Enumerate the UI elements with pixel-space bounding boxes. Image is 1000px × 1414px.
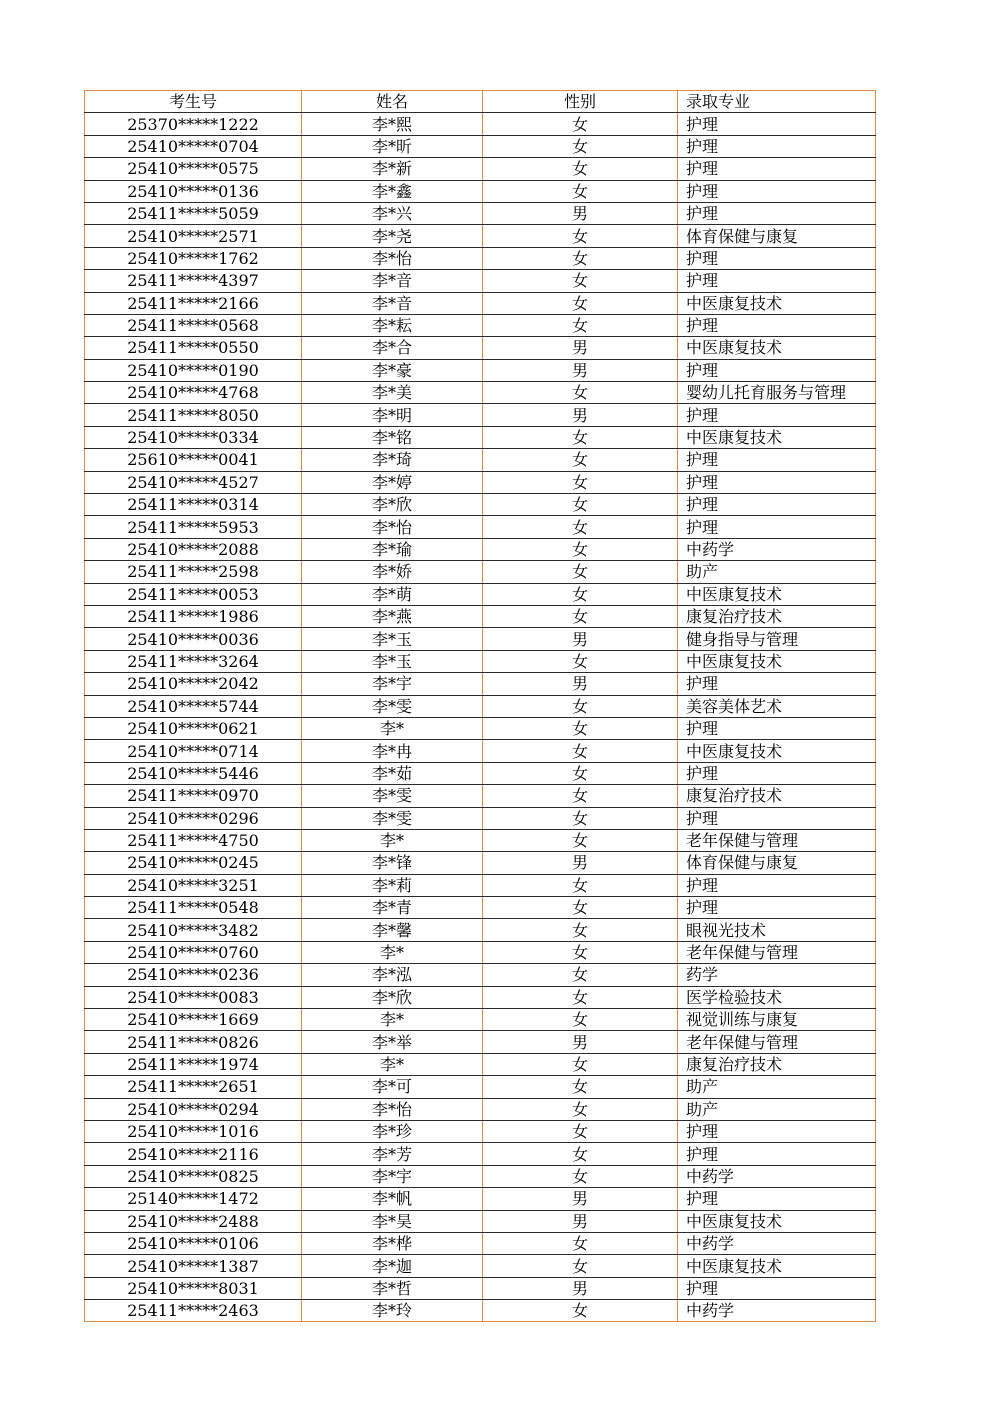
name-cell: 李*瑜: [302, 538, 483, 560]
major-cell: 中医康复技术: [678, 426, 876, 448]
major-cell: 护理: [678, 494, 876, 516]
exam-id-cell: 25410*****0036: [85, 628, 302, 650]
gender-cell: 女: [483, 605, 678, 627]
name-cell: 李*宇: [302, 1165, 483, 1187]
name-cell: 李*帆: [302, 1188, 483, 1210]
major-cell: 护理: [678, 270, 876, 292]
gender-cell: 女: [483, 650, 678, 672]
exam-id-cell: 25370*****1222: [85, 113, 302, 135]
gender-cell: 女: [483, 270, 678, 292]
table-row: [85, 1009, 876, 1031]
header-row: [85, 91, 876, 113]
name-cell: 李*萌: [302, 583, 483, 605]
exam-id-cell: 25411*****2651: [85, 1076, 302, 1098]
table-row: [85, 986, 876, 1008]
table-row: [85, 964, 876, 986]
gender-cell: 女: [483, 986, 678, 1008]
exam-id-cell: 25410*****2488: [85, 1210, 302, 1232]
table-row: [85, 919, 876, 941]
name-cell: 李*迦: [302, 1255, 483, 1277]
major-cell: 护理: [678, 202, 876, 224]
name-cell: 李*可: [302, 1076, 483, 1098]
gender-cell: 女: [483, 717, 678, 739]
table-row: [85, 1255, 876, 1277]
name-cell: 李*玲: [302, 1300, 483, 1322]
exam-id-cell: 25410*****2088: [85, 538, 302, 560]
exam-id-cell: 25410*****4527: [85, 471, 302, 493]
exam-id-cell: 25411*****2463: [85, 1300, 302, 1322]
name-cell: 李*珍: [302, 1120, 483, 1142]
gender-cell: 女: [483, 1053, 678, 1075]
table-row: [85, 852, 876, 874]
gender-cell: 女: [483, 964, 678, 986]
major-cell: 老年保健与管理: [678, 941, 876, 963]
gender-cell: 女: [483, 762, 678, 784]
gender-cell: 女: [483, 471, 678, 493]
table-row: [85, 449, 876, 471]
header-exam-id: 考生号: [85, 91, 302, 113]
name-cell: 李*燕: [302, 605, 483, 627]
gender-cell: 女: [483, 382, 678, 404]
gender-cell: 女: [483, 247, 678, 269]
table-row: [85, 650, 876, 672]
gender-cell: 女: [483, 941, 678, 963]
name-cell: 李*昕: [302, 135, 483, 157]
table-row: [85, 1053, 876, 1075]
gender-cell: 女: [483, 135, 678, 157]
header-name: 姓名: [302, 91, 483, 113]
exam-id-cell: 25410*****5744: [85, 695, 302, 717]
major-cell: 婴幼儿托育服务与管理: [678, 382, 876, 404]
gender-cell: 男: [483, 202, 678, 224]
major-cell: 眼视光技术: [678, 919, 876, 941]
name-cell: 李*雯: [302, 807, 483, 829]
major-cell: 助产: [678, 561, 876, 583]
major-cell: 中医康复技术: [678, 1210, 876, 1232]
major-cell: 中医康复技术: [678, 337, 876, 359]
table-body: [85, 113, 876, 1322]
admission-table: [84, 90, 876, 1322]
table-row: [85, 941, 876, 963]
major-cell: 护理: [678, 807, 876, 829]
major-cell: 药学: [678, 964, 876, 986]
exam-id-cell: 25411*****8050: [85, 404, 302, 426]
table-row: [85, 1165, 876, 1187]
name-cell: 李*玉: [302, 628, 483, 650]
major-cell: 护理: [678, 359, 876, 381]
name-cell: 李*芳: [302, 1143, 483, 1165]
name-cell: 李*泓: [302, 964, 483, 986]
table-row: [85, 1188, 876, 1210]
table-row: [85, 762, 876, 784]
name-cell: 李*玉: [302, 650, 483, 672]
exam-id-cell: 25411*****4397: [85, 270, 302, 292]
name-cell: 李*雯: [302, 695, 483, 717]
exam-id-cell: 25410*****0825: [85, 1165, 302, 1187]
exam-id-cell: 25140*****1472: [85, 1188, 302, 1210]
table-row: [85, 785, 876, 807]
major-cell: 中药学: [678, 1300, 876, 1322]
gender-cell: 男: [483, 337, 678, 359]
major-cell: 护理: [678, 247, 876, 269]
gender-cell: 女: [483, 449, 678, 471]
major-cell: 体育保健与康复: [678, 225, 876, 247]
major-cell: 中药学: [678, 1165, 876, 1187]
table-row: [85, 897, 876, 919]
exam-id-cell: 25411*****4750: [85, 829, 302, 851]
gender-cell: 女: [483, 1009, 678, 1031]
major-cell: 体育保健与康复: [678, 852, 876, 874]
name-cell: 李*举: [302, 1031, 483, 1053]
gender-cell: 女: [483, 113, 678, 135]
major-cell: 中医康复技术: [678, 1255, 876, 1277]
table-row: [85, 471, 876, 493]
major-cell: 护理: [678, 404, 876, 426]
gender-cell: 女: [483, 561, 678, 583]
major-cell: 康复治疗技术: [678, 1053, 876, 1075]
exam-id-cell: 25410*****0245: [85, 852, 302, 874]
table-row: [85, 270, 876, 292]
gender-cell: 女: [483, 180, 678, 202]
exam-id-cell: 25610*****0041: [85, 449, 302, 471]
major-cell: 护理: [678, 1188, 876, 1210]
exam-id-cell: 25410*****0236: [85, 964, 302, 986]
major-cell: 康复治疗技术: [678, 605, 876, 627]
gender-cell: 男: [483, 1277, 678, 1299]
gender-cell: 女: [483, 1120, 678, 1142]
table-row: [85, 583, 876, 605]
name-cell: 李*尧: [302, 225, 483, 247]
table-row: [85, 180, 876, 202]
name-cell: 李*青: [302, 897, 483, 919]
exam-id-cell: 25410*****0714: [85, 740, 302, 762]
name-cell: 李*合: [302, 337, 483, 359]
exam-id-cell: 25411*****1986: [85, 605, 302, 627]
exam-id-cell: 25410*****1762: [85, 247, 302, 269]
exam-id-cell: 25411*****0053: [85, 583, 302, 605]
name-cell: 李*熙: [302, 113, 483, 135]
exam-id-cell: 25410*****0136: [85, 180, 302, 202]
name-cell: 李*馨: [302, 919, 483, 941]
gender-cell: 女: [483, 314, 678, 336]
major-cell: 老年保健与管理: [678, 829, 876, 851]
gender-cell: 女: [483, 1300, 678, 1322]
major-cell: 护理: [678, 135, 876, 157]
major-cell: 美容美体艺术: [678, 695, 876, 717]
exam-id-cell: 25411*****0970: [85, 785, 302, 807]
name-cell: 李*桦: [302, 1232, 483, 1254]
table-row: [85, 1076, 876, 1098]
exam-id-cell: 25410*****2571: [85, 225, 302, 247]
gender-cell: 男: [483, 359, 678, 381]
major-cell: 护理: [678, 113, 876, 135]
name-cell: 李*怡: [302, 1098, 483, 1120]
exam-id-cell: 25410*****8031: [85, 1277, 302, 1299]
exam-id-cell: 25410*****0704: [85, 135, 302, 157]
name-cell: 李*音: [302, 292, 483, 314]
name-cell: 李*锋: [302, 852, 483, 874]
major-cell: 康复治疗技术: [678, 785, 876, 807]
gender-cell: 女: [483, 494, 678, 516]
name-cell: 李*新: [302, 158, 483, 180]
major-cell: 健身指导与管理: [678, 628, 876, 650]
header-major: 录取专业: [678, 91, 876, 113]
gender-cell: 女: [483, 829, 678, 851]
name-cell: 李*: [302, 1009, 483, 1031]
major-cell: 护理: [678, 449, 876, 471]
gender-cell: 女: [483, 516, 678, 538]
name-cell: 李*: [302, 941, 483, 963]
name-cell: 李*娇: [302, 561, 483, 583]
major-cell: 护理: [678, 180, 876, 202]
major-cell: 中药学: [678, 538, 876, 560]
gender-cell: 女: [483, 1076, 678, 1098]
exam-id-cell: 25410*****0334: [85, 426, 302, 448]
major-cell: 中药学: [678, 1232, 876, 1254]
major-cell: 视觉训练与康复: [678, 1009, 876, 1031]
table-row: [85, 225, 876, 247]
exam-id-cell: 25411*****5953: [85, 516, 302, 538]
name-cell: 李*宇: [302, 673, 483, 695]
table-row: [85, 673, 876, 695]
major-cell: 护理: [678, 471, 876, 493]
exam-id-cell: 25410*****0621: [85, 717, 302, 739]
exam-id-cell: 25411*****2598: [85, 561, 302, 583]
exam-id-cell: 25410*****0083: [85, 986, 302, 1008]
table-row: [85, 247, 876, 269]
name-cell: 李*铭: [302, 426, 483, 448]
table-row: [85, 695, 876, 717]
gender-cell: 女: [483, 919, 678, 941]
name-cell: 李*怡: [302, 516, 483, 538]
major-cell: 老年保健与管理: [678, 1031, 876, 1053]
major-cell: 护理: [678, 717, 876, 739]
name-cell: 李*婷: [302, 471, 483, 493]
major-cell: 护理: [678, 1120, 876, 1142]
table-row: [85, 382, 876, 404]
major-cell: 医学检验技术: [678, 986, 876, 1008]
exam-id-cell: 25410*****3251: [85, 874, 302, 896]
table-row: [85, 740, 876, 762]
major-cell: 中医康复技术: [678, 740, 876, 762]
gender-cell: 女: [483, 583, 678, 605]
major-cell: 护理: [678, 897, 876, 919]
name-cell: 李*美: [302, 382, 483, 404]
table-row: [85, 1300, 876, 1322]
exam-id-cell: 25411*****3264: [85, 650, 302, 672]
name-cell: 李*莉: [302, 874, 483, 896]
major-cell: 护理: [678, 673, 876, 695]
major-cell: 护理: [678, 1143, 876, 1165]
exam-id-cell: 25411*****0826: [85, 1031, 302, 1053]
exam-id-cell: 25410*****2042: [85, 673, 302, 695]
header-gender: 性别: [483, 91, 678, 113]
gender-cell: 女: [483, 897, 678, 919]
gender-cell: 男: [483, 852, 678, 874]
major-cell: 护理: [678, 158, 876, 180]
exam-id-cell: 25411*****5059: [85, 202, 302, 224]
table-row: [85, 1031, 876, 1053]
table-row: [85, 829, 876, 851]
table-row: [85, 717, 876, 739]
table-row: [85, 874, 876, 896]
exam-id-cell: 25410*****0296: [85, 807, 302, 829]
exam-id-cell: 25410*****0294: [85, 1098, 302, 1120]
exam-id-cell: 25410*****3482: [85, 919, 302, 941]
exam-id-cell: 25410*****5446: [85, 762, 302, 784]
name-cell: 李*欣: [302, 986, 483, 1008]
exam-id-cell: 25410*****0106: [85, 1232, 302, 1254]
major-cell: 助产: [678, 1098, 876, 1120]
exam-id-cell: 25411*****0550: [85, 337, 302, 359]
gender-cell: 女: [483, 158, 678, 180]
exam-id-cell: 25410*****4768: [85, 382, 302, 404]
name-cell: 李*: [302, 1053, 483, 1075]
table-row: [85, 1277, 876, 1299]
gender-cell: 女: [483, 1143, 678, 1165]
exam-id-cell: 25410*****0190: [85, 359, 302, 381]
table-row: [85, 1098, 876, 1120]
table-row: [85, 1143, 876, 1165]
table-row: [85, 1120, 876, 1142]
gender-cell: 女: [483, 1232, 678, 1254]
name-cell: 李*音: [302, 270, 483, 292]
gender-cell: 女: [483, 1165, 678, 1187]
exam-id-cell: 25411*****1974: [85, 1053, 302, 1075]
major-cell: 护理: [678, 1277, 876, 1299]
major-cell: 护理: [678, 314, 876, 336]
gender-cell: 女: [483, 807, 678, 829]
table-row: [85, 494, 876, 516]
gender-cell: 男: [483, 1188, 678, 1210]
gender-cell: 女: [483, 1098, 678, 1120]
table-row: [85, 1210, 876, 1232]
table-row: [85, 516, 876, 538]
exam-id-cell: 25410*****1387: [85, 1255, 302, 1277]
name-cell: 李*明: [302, 404, 483, 426]
table-row: [85, 337, 876, 359]
major-cell: 中医康复技术: [678, 583, 876, 605]
exam-id-cell: 25410*****0575: [85, 158, 302, 180]
exam-id-cell: 25411*****2166: [85, 292, 302, 314]
gender-cell: 女: [483, 538, 678, 560]
gender-cell: 女: [483, 225, 678, 247]
name-cell: 李*鑫: [302, 180, 483, 202]
gender-cell: 女: [483, 1255, 678, 1277]
table-row: [85, 359, 876, 381]
exam-id-cell: 25410*****1016: [85, 1120, 302, 1142]
name-cell: 李*雯: [302, 785, 483, 807]
gender-cell: 男: [483, 628, 678, 650]
exam-id-cell: 25411*****0568: [85, 314, 302, 336]
table-row: [85, 404, 876, 426]
table-row: [85, 605, 876, 627]
exam-id-cell: 25410*****0760: [85, 941, 302, 963]
gender-cell: 女: [483, 740, 678, 762]
major-cell: 护理: [678, 762, 876, 784]
name-cell: 李*怡: [302, 247, 483, 269]
exam-id-cell: 25411*****0314: [85, 494, 302, 516]
name-cell: 李*欣: [302, 494, 483, 516]
gender-cell: 女: [483, 292, 678, 314]
table-row: [85, 1232, 876, 1254]
name-cell: 李*冉: [302, 740, 483, 762]
name-cell: 李*茹: [302, 762, 483, 784]
name-cell: 李*琦: [302, 449, 483, 471]
major-cell: 护理: [678, 516, 876, 538]
table-row: [85, 628, 876, 650]
exam-id-cell: 25411*****0548: [85, 897, 302, 919]
gender-cell: 男: [483, 1210, 678, 1232]
major-cell: 中医康复技术: [678, 292, 876, 314]
table-row: [85, 538, 876, 560]
name-cell: 李*: [302, 717, 483, 739]
table-row: [85, 113, 876, 135]
exam-id-cell: 25410*****1669: [85, 1009, 302, 1031]
exam-id-cell: 25410*****2116: [85, 1143, 302, 1165]
gender-cell: 女: [483, 426, 678, 448]
table-row: [85, 561, 876, 583]
name-cell: 李*哲: [302, 1277, 483, 1299]
table-row: [85, 158, 876, 180]
table-row: [85, 202, 876, 224]
table-row: [85, 426, 876, 448]
major-cell: 中医康复技术: [678, 650, 876, 672]
name-cell: 李*耘: [302, 314, 483, 336]
gender-cell: 女: [483, 695, 678, 717]
major-cell: 助产: [678, 1076, 876, 1098]
table-row: [85, 135, 876, 157]
gender-cell: 女: [483, 874, 678, 896]
table-row: [85, 314, 876, 336]
name-cell: 李*: [302, 829, 483, 851]
gender-cell: 男: [483, 1031, 678, 1053]
name-cell: 李*兴: [302, 202, 483, 224]
table-row: [85, 292, 876, 314]
gender-cell: 女: [483, 785, 678, 807]
gender-cell: 男: [483, 404, 678, 426]
name-cell: 李*豪: [302, 359, 483, 381]
major-cell: 护理: [678, 874, 876, 896]
name-cell: 李*昊: [302, 1210, 483, 1232]
table-row: [85, 807, 876, 829]
gender-cell: 男: [483, 673, 678, 695]
